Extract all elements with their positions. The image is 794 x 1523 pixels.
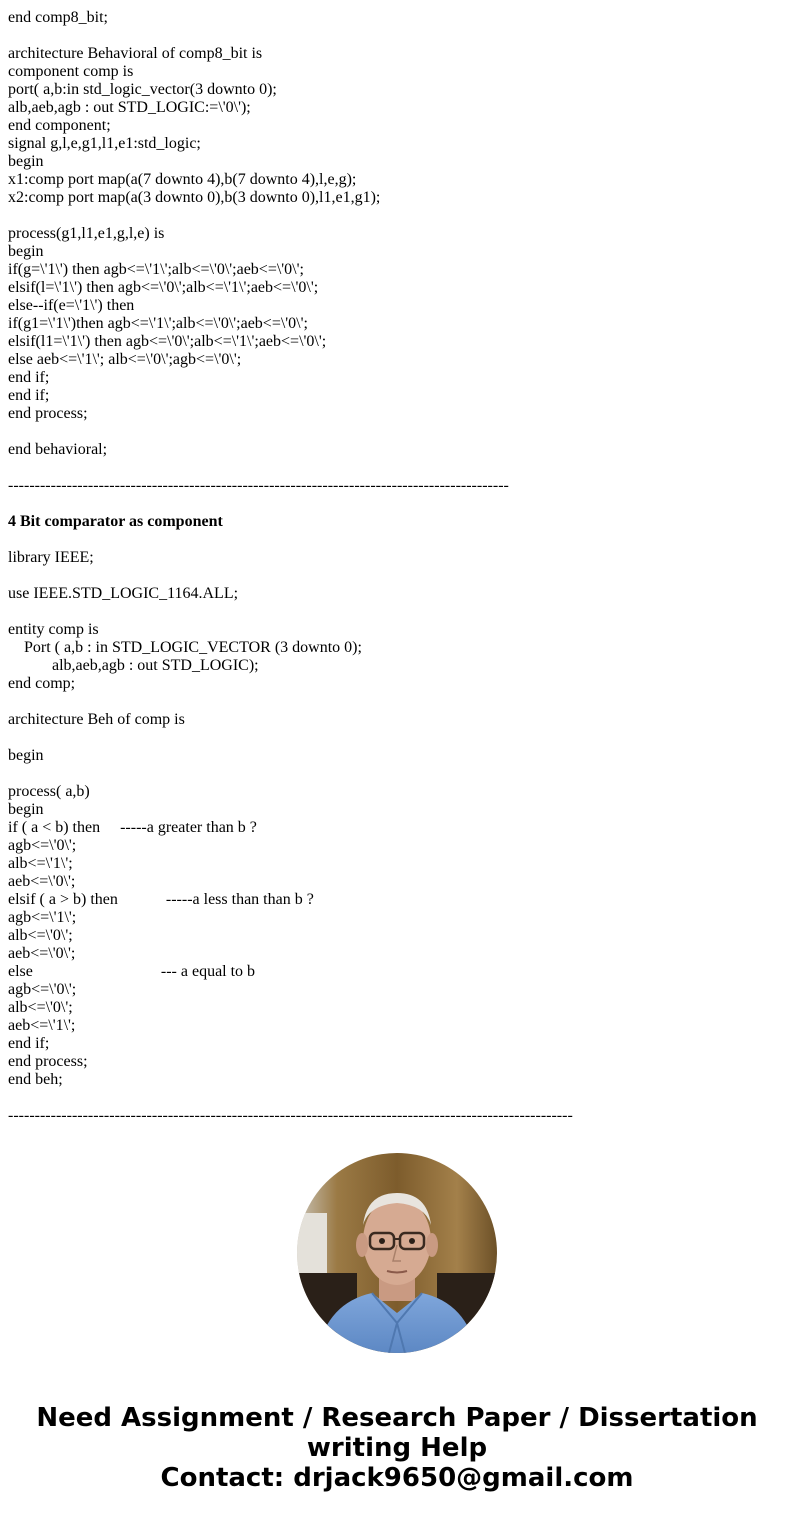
blank-line <box>8 567 788 585</box>
code-line: begin <box>8 243 44 260</box>
code-line: agb<=\'1\'; <box>8 909 77 926</box>
code-line: end behavioral; <box>8 441 108 458</box>
code-line: aeb<=\'1\'; <box>8 1017 76 1034</box>
code-line: x1:comp port map(a(7 downto 4),b(7 downto 4),l,e,g); <box>8 171 357 188</box>
code-line: x2:comp port map(a(3 downto 0),b(3 downto 0),l1,e1,g1); <box>8 189 381 206</box>
code-line: else --- a equal to b <box>8 963 256 980</box>
code-line: elsif ( a > b) then -----a less than than b ? <box>8 891 314 908</box>
code-line: alb,aeb,agb : out STD_LOGIC); <box>8 657 259 674</box>
library-line: library IEEE; <box>8 549 94 566</box>
divider-1: ---------------------------------------------------------------------------------------------- <box>8 477 509 494</box>
code-line: alb<=\'0\'; <box>8 999 73 1016</box>
blank-line <box>8 603 788 621</box>
code-line: process(g1,l1,e1,g,l,e) is <box>8 225 165 242</box>
code-line: begin <box>8 153 44 170</box>
code-line: end if; <box>8 369 50 386</box>
code-line: end process; <box>8 1053 88 1070</box>
code-line: begin <box>8 801 44 818</box>
blank-line <box>8 531 788 549</box>
code-line: if ( a < b) then -----a greater than b ? <box>8 819 257 836</box>
code-line: if(g=\'1\') then agb<=\'1\';alb<=\'0\';aeb<=\'0\'; <box>8 261 304 278</box>
blank-line <box>8 693 788 711</box>
code-block-a <box>8 9 788 27</box>
code-line: end if; <box>8 1035 50 1052</box>
code-line: end comp; <box>8 675 76 692</box>
use-line: use IEEE.STD_LOGIC_1164.ALL; <box>8 585 239 602</box>
code-line: entity comp is <box>8 621 99 638</box>
code-line: signal g,l,e,g1,l1,e1:std_logic; <box>8 135 201 152</box>
section-heading: 4 Bit comparator as component <box>8 513 223 530</box>
footer-contact[interactable]: Contact: drjack9650@gmail.com <box>160 1463 634 1493</box>
footer-line-1: Need Assignment / Research Paper / Dissertation <box>36 1403 758 1433</box>
code-line: alb<=\'0\'; <box>8 927 73 944</box>
blank-line <box>8 495 788 513</box>
footer-line-2: writing Help <box>306 1433 488 1463</box>
blank-line <box>8 765 788 783</box>
cut-off-line <box>8 0 788 9</box>
blank-line <box>8 27 788 45</box>
code-line: Port ( a,b : in STD_LOGIC_VECTOR (3 downto 0); <box>8 639 362 656</box>
code-line: agb<=\'0\'; <box>8 837 77 854</box>
code-line: end if; <box>8 387 50 404</box>
blank-line <box>8 207 788 225</box>
code-line: alb,aeb,agb : out STD_LOGIC:=\'0\'); <box>8 99 251 116</box>
code-line: elsif(l1=\'1\') then agb<=\'0\';alb<=\'1\';aeb<=\'0\'; <box>8 333 327 350</box>
blank-line <box>8 423 788 441</box>
code-block-b <box>8 45 788 207</box>
author-photo <box>297 1153 497 1353</box>
code-line: aeb<=\'0\'; <box>8 873 76 890</box>
code-line: component comp is <box>8 63 134 80</box>
code-line: end component; <box>8 117 111 134</box>
blank-line <box>8 1089 788 1107</box>
code-line: end process; <box>8 405 88 422</box>
code-line: port( a,b:in std_logic_vector(3 downto 0); <box>8 81 277 98</box>
code-line: process( a,b) <box>8 783 90 800</box>
process-block <box>8 783 788 1089</box>
code-line: architecture Behavioral of comp8_bit is <box>8 45 263 62</box>
author-avatar <box>297 1153 497 1353</box>
blank-line <box>8 459 788 477</box>
code-line: end beh; <box>8 1071 63 1088</box>
document-body <box>8 0 788 1125</box>
contact-footer <box>0 1403 794 1493</box>
code-line: elsif(l=\'1\') then agb<=\'0\';alb<=\'1\';aeb<=\'0\'; <box>8 279 319 296</box>
architecture-line: architecture Beh of comp is <box>8 711 185 728</box>
divider-2: ---------------------------------------------------------------------------------------------------------- <box>8 1107 573 1124</box>
code-line: else--if(e=\'1\') then <box>8 297 135 314</box>
code-line: alb<=\'1\'; <box>8 855 73 872</box>
blank-line <box>8 729 788 747</box>
entity-block <box>8 621 788 693</box>
code-line: aeb<=\'0\'; <box>8 945 76 962</box>
code-block-c <box>8 225 788 423</box>
code-line: else aeb<=\'1\'; alb<=\'0\';agb<=\'0\'; <box>8 351 242 368</box>
begin-line: begin <box>8 747 44 764</box>
code-line: if(g1=\'1\')then agb<=\'1\';alb<=\'0\';aeb<=\'0\'; <box>8 315 308 332</box>
code-line: end comp8_bit; <box>8 9 108 26</box>
code-line: agb<=\'0\'; <box>8 981 77 998</box>
code-block-d <box>8 441 788 459</box>
